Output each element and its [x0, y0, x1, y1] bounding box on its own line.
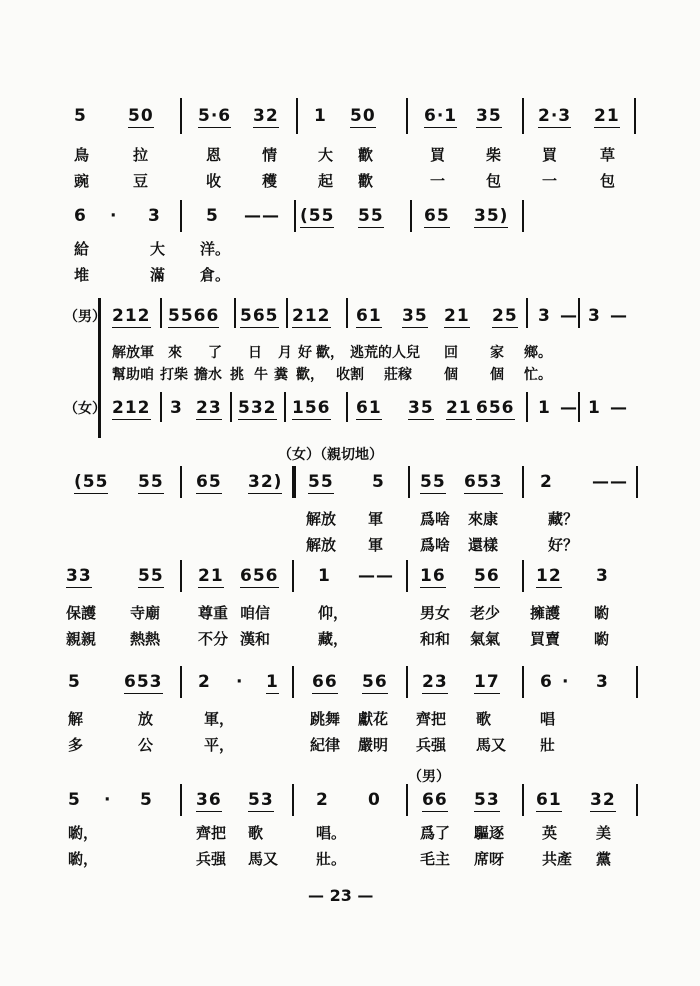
lyric: 家 — [490, 345, 504, 361]
barline — [634, 98, 636, 134]
lyric: 豆 — [133, 172, 149, 190]
note: 50 — [350, 106, 376, 126]
lyric: 糞 — [274, 367, 288, 383]
barline — [180, 560, 182, 592]
note: (55 — [300, 206, 335, 226]
note: 2 — [198, 672, 211, 692]
note: 5·6 — [198, 106, 232, 126]
lyric: 紀律 — [310, 736, 341, 754]
barline — [526, 298, 528, 328]
barline — [578, 298, 580, 328]
note: 56 — [474, 566, 500, 586]
note: —— — [358, 566, 394, 586]
lyric: 保護 — [66, 604, 97, 622]
lyric: 解放軍 — [112, 345, 154, 361]
lyric: 擔水 — [194, 367, 222, 383]
lyric: 個 — [444, 367, 458, 383]
lyric: 唱。 — [316, 824, 347, 842]
barline — [522, 466, 524, 498]
barline — [346, 392, 348, 422]
page-number: — 23 — — [308, 886, 374, 905]
lyric: 爲了 — [420, 824, 451, 842]
note: 65 — [424, 206, 450, 226]
barline — [180, 666, 182, 698]
lyric: 幫助咱 — [112, 367, 154, 383]
lyric: 打柴 — [160, 367, 188, 383]
note: 6 — [540, 672, 553, 692]
barline — [180, 98, 182, 134]
lyric: 喲， — [68, 850, 99, 868]
lyric: 還樣 — [468, 536, 499, 554]
lyric: 收 — [206, 172, 222, 190]
note: 5 — [68, 790, 81, 810]
lyric: 柴 — [486, 146, 502, 164]
lyric: 熱熱 — [130, 630, 161, 648]
barline — [180, 200, 182, 232]
lyric: 挑 — [230, 367, 244, 383]
lyric: 和和 — [420, 630, 451, 648]
lyric: 不分 — [198, 630, 229, 648]
lyric: 喲 — [594, 604, 610, 622]
barline — [160, 298, 162, 328]
note: 33 — [66, 566, 92, 586]
lyric: 鳥 — [74, 146, 90, 164]
lyric: 壯。 — [316, 850, 347, 868]
note: 25 — [492, 306, 518, 326]
barline — [406, 784, 408, 816]
note: 3 — [148, 206, 161, 226]
note: 56 — [362, 672, 388, 692]
lyric: 毛主 — [420, 850, 451, 868]
note: 61 — [356, 398, 382, 418]
note: · — [104, 790, 112, 810]
barline — [230, 392, 232, 422]
note: 5 — [372, 472, 385, 492]
lyric: 解放 — [306, 510, 337, 528]
barline — [406, 560, 408, 592]
barline — [522, 666, 524, 698]
lyric: 壯 — [540, 736, 556, 754]
note: 3 — [596, 672, 609, 692]
lyric: 歡 — [358, 172, 374, 190]
note: (55 — [74, 472, 109, 492]
note: 3 — [538, 306, 551, 326]
barline — [408, 466, 410, 498]
barline — [292, 666, 294, 698]
lyric: 軍 — [368, 536, 384, 554]
lyric: 回 — [444, 345, 458, 361]
lyric: 英 — [542, 824, 558, 842]
note: 55 — [138, 472, 164, 492]
note: — — [610, 306, 628, 326]
barline — [346, 298, 348, 328]
lyric: 兵强 — [416, 736, 447, 754]
lyric: 共產 — [542, 850, 573, 868]
lyric: 多 — [68, 736, 84, 754]
note: 1 — [538, 398, 551, 418]
note: 35 — [476, 106, 502, 126]
note: 55 — [138, 566, 164, 586]
lyric: 馬又 — [476, 736, 507, 754]
lyric: 嚴明 — [358, 736, 389, 754]
lyric: 解 — [68, 710, 84, 728]
note: 2 — [540, 472, 553, 492]
lyric: 豌 — [74, 172, 90, 190]
barline — [286, 298, 288, 328]
lyric: 馬又 — [248, 850, 279, 868]
note: 5 — [206, 206, 219, 226]
note: 23 — [196, 398, 222, 418]
note: 653 — [124, 672, 163, 692]
note: 653 — [464, 472, 503, 492]
label-female: （女） — [64, 401, 106, 417]
lyric: 月 — [278, 345, 292, 361]
lyric: 齊把 — [196, 824, 227, 842]
lyric: 買 — [542, 146, 558, 164]
lyric: 爲啥 — [420, 510, 451, 528]
barline — [294, 200, 296, 232]
lyric: 尊重 — [198, 604, 229, 622]
note: 212 — [112, 306, 151, 326]
lyric: 包 — [486, 172, 502, 190]
note: 3 — [170, 398, 183, 418]
note: 156 — [292, 398, 331, 418]
lyric: 情 — [262, 146, 278, 164]
lyric: 美 — [596, 824, 612, 842]
lyric: 鄉。 — [524, 345, 552, 361]
lyric: 莊稼 — [384, 367, 412, 383]
note: 65 — [196, 472, 222, 492]
barline — [160, 392, 162, 422]
note: 6 — [74, 206, 87, 226]
note: 6·1 — [424, 106, 458, 126]
lyric: 一 — [542, 172, 558, 190]
lyric: 歡 — [358, 146, 374, 164]
lyric: 席呀 — [474, 850, 505, 868]
lyric: 了 — [208, 345, 222, 361]
note: — — [610, 398, 628, 418]
lyric: 爲啥 — [420, 536, 451, 554]
note: 55 — [420, 472, 446, 492]
lyric: 好？ — [548, 536, 579, 554]
lyric: 堆 — [74, 266, 90, 284]
note: 50 — [128, 106, 154, 126]
lyric: 買賣 — [530, 630, 561, 648]
lyric: 公 — [138, 736, 154, 754]
lyric: 寺廟 — [130, 604, 161, 622]
note: · — [562, 672, 570, 692]
lyric: 來 — [168, 345, 182, 361]
lyric: 驅逐 — [474, 824, 505, 842]
lyric: 滿 — [150, 266, 166, 284]
note: 35 — [408, 398, 434, 418]
note: 3 — [596, 566, 609, 586]
lyric: 親親 — [66, 630, 97, 648]
note: 1 — [588, 398, 601, 418]
note: 2·3 — [538, 106, 572, 126]
note: 55 — [308, 472, 334, 492]
barline — [410, 200, 412, 232]
barline — [522, 784, 524, 816]
lyric: 包 — [600, 172, 616, 190]
note: 17 — [474, 672, 500, 692]
lyric: 兵强 — [196, 850, 227, 868]
lyric: 買 — [430, 146, 446, 164]
note: 656 — [476, 398, 515, 418]
barline — [636, 784, 638, 816]
note: 656 — [240, 566, 279, 586]
lyric: 獻花 — [358, 710, 389, 728]
note: —— — [592, 472, 628, 492]
lyric: 喲， — [68, 824, 99, 842]
lyric: 藏？ — [548, 510, 579, 528]
barline — [296, 98, 298, 134]
note: 5 — [68, 672, 81, 692]
lyric: 忙。 — [524, 367, 552, 383]
lyric: 歌 — [476, 710, 492, 728]
note: 12 — [536, 566, 562, 586]
barline — [284, 392, 286, 422]
lyric: 拉 — [133, 146, 149, 164]
note: 5 — [74, 106, 87, 126]
barline — [522, 98, 524, 134]
note: — — [560, 306, 578, 326]
note: 66 — [422, 790, 448, 810]
lyric: 平， — [204, 736, 235, 754]
lyric: 個 — [490, 367, 504, 383]
lyric: 大 — [318, 146, 334, 164]
note: 35) — [474, 206, 509, 226]
note: 0 — [368, 790, 381, 810]
label-male: （男） — [408, 769, 450, 785]
lyric: 軍 — [368, 510, 384, 528]
barline — [180, 784, 182, 816]
note: 53 — [474, 790, 500, 810]
note: 5 — [140, 790, 153, 810]
note: 1 — [318, 566, 331, 586]
note: 21 — [594, 106, 620, 126]
lyric: 歡， — [316, 345, 344, 361]
note: 565 — [240, 306, 279, 326]
note: 532 — [238, 398, 277, 418]
note: 2 — [316, 790, 329, 810]
lyric: 黨 — [596, 850, 612, 868]
lyric: 藏， — [318, 630, 349, 648]
lyric: 收割 — [336, 367, 364, 383]
note: 212 — [112, 398, 151, 418]
lyric: 軍， — [204, 710, 235, 728]
lyric: 大 — [150, 240, 166, 258]
lyric: 齊把 — [416, 710, 447, 728]
note: 61 — [356, 306, 382, 326]
lyric: 起 — [318, 172, 334, 190]
note: 16 — [420, 566, 446, 586]
note: — — [560, 398, 578, 418]
lyric: 穫 — [262, 172, 278, 190]
lyric: 恩 — [206, 146, 222, 164]
lyric: 跳舞 — [310, 710, 341, 728]
lyric: 倉。 — [200, 266, 231, 284]
label-male: （男） — [64, 309, 106, 325]
note: 36 — [196, 790, 222, 810]
barline — [292, 784, 294, 816]
lyric: 好 — [298, 345, 312, 361]
lyric: 草 — [600, 146, 616, 164]
note: 5566 — [168, 306, 220, 326]
barline — [180, 466, 182, 498]
lyric: 日 — [248, 345, 262, 361]
lyric: 解放 — [306, 536, 337, 554]
lyric: 放 — [138, 710, 154, 728]
lyric: 漢和 — [240, 630, 271, 648]
note: —— — [244, 206, 280, 226]
lyric: 一 — [430, 172, 446, 190]
lyric: 來康 — [468, 510, 499, 528]
barline — [234, 298, 236, 328]
repeat-barline — [292, 466, 296, 498]
lyric: 男女 — [420, 604, 451, 622]
note: 212 — [292, 306, 331, 326]
barline — [636, 466, 638, 498]
barline — [578, 392, 580, 422]
note: 21 — [446, 398, 472, 418]
lyric: 擁護 — [530, 604, 561, 622]
note: 1 — [314, 106, 327, 126]
lyric: 老少 — [470, 604, 501, 622]
barline — [636, 666, 638, 698]
lyric: 逃荒的人兒 — [350, 345, 420, 361]
barline — [406, 98, 408, 134]
note: · — [236, 672, 244, 692]
lyric: 喲 — [594, 630, 610, 648]
lyric: 歌 — [248, 824, 264, 842]
note: 21 — [444, 306, 470, 326]
barline — [406, 666, 408, 698]
note: 61 — [536, 790, 562, 810]
lyric: 咱信 — [240, 604, 271, 622]
lyric: 給 — [74, 240, 90, 258]
barline — [522, 560, 524, 592]
lyric: 洋。 — [200, 240, 231, 258]
note: 66 — [312, 672, 338, 692]
barline — [292, 560, 294, 592]
lyric: 牛 — [254, 367, 268, 383]
note: 1 — [266, 672, 279, 692]
note: 21 — [198, 566, 224, 586]
note: 23 — [422, 672, 448, 692]
lyric: 氣氣 — [470, 630, 501, 648]
note: 32) — [248, 472, 283, 492]
label-female-tender: （女）（親切地） — [278, 447, 383, 463]
note: 32 — [590, 790, 616, 810]
note: 35 — [402, 306, 428, 326]
lyric: 歡， — [296, 367, 324, 383]
note: 55 — [358, 206, 384, 226]
lyric: 仰， — [318, 604, 349, 622]
note: · — [110, 206, 118, 226]
note: 32 — [253, 106, 279, 126]
barline — [522, 200, 524, 232]
note: 53 — [248, 790, 274, 810]
lyric: 唱 — [540, 710, 556, 728]
barline — [526, 392, 528, 422]
note: 3 — [588, 306, 601, 326]
